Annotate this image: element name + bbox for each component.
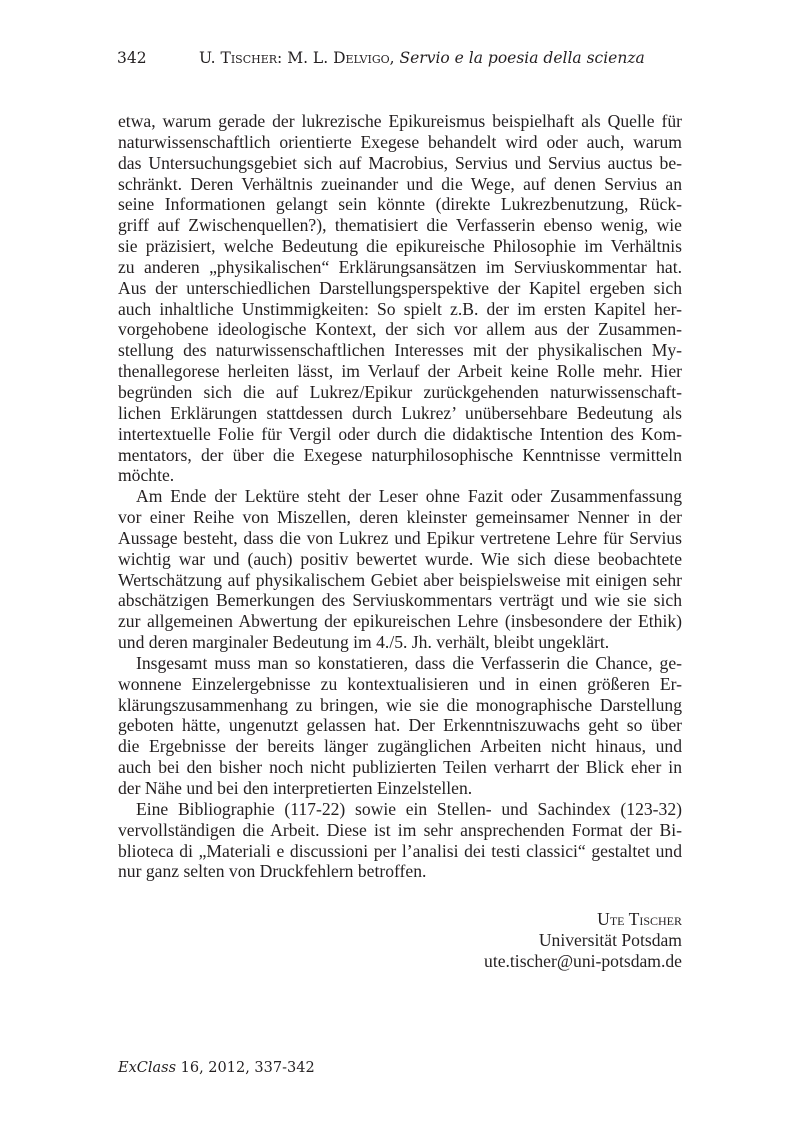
review-body xyxy=(118,111,682,882)
journal-name: ExClass xyxy=(118,1060,177,1076)
text-line: und deren marginaler Bedeutung im 4./5. Jh. verhält, bleibt ungeklärt. xyxy=(118,632,610,653)
paragraph xyxy=(118,799,682,882)
text-line: wichtig war und (auch) positiv bewertet wurde. Wie sich diese beobachtete xyxy=(118,548,682,569)
text-line: lichen Erklärungen stattdessen durch Lukrez’ unübersehbare Bedeutung als xyxy=(118,402,682,423)
text-line: die Ergebnisse der bereits länger zugänglichen Arbeiten nicht hinaus, und xyxy=(118,736,682,757)
review-author: U. Tischer xyxy=(199,49,278,67)
paragraph xyxy=(118,653,682,799)
text-line: mentators, der über die Exegese naturphilosophische Kenntnisse vermitteln xyxy=(118,444,682,465)
page-footer xyxy=(118,1058,315,1078)
running-header xyxy=(117,46,645,70)
page-number: 342 xyxy=(117,49,147,67)
text-line: Eine Bibliographie (117-22) sowie ein Stellen- und Sachindex (123-32) xyxy=(136,798,682,819)
text-line: nur ganz selten von Druckfehlern betroffen. xyxy=(118,861,427,882)
text-line: möchte. xyxy=(118,465,175,486)
text-line: Am Ende der Lektüre steht der Leser ohne Fazit oder Zusammenfassung xyxy=(136,486,682,507)
text-line: Insgesamt muss man so konstatieren, dass die Verfasserin die Chance, ge- xyxy=(136,652,682,673)
journal-citation: 16, 2012, 337-342 xyxy=(176,1060,315,1076)
reviewer-email: ute.tischer@uni-potsdam.de xyxy=(484,951,682,971)
text-line: naturwissenschaftlich orientierte Exegese behandelt wird oder auch, warum xyxy=(118,131,682,152)
text-line: abschätzigen Bemerkungen des Serviuskommentars verträgt und wie sie sich xyxy=(118,590,682,611)
text-line: stellung des naturwissenschaftlichen Interesses mit der physikalischen My- xyxy=(118,340,682,361)
text-line: schränkt. Deren Verhältnis zueinander und die Wege, auf denen Servius an xyxy=(118,173,682,194)
text-line: blioteca di „Materiali e discussioni per l’analisi dei testi classici“ gestaltet und xyxy=(118,840,682,861)
paragraph xyxy=(118,486,682,653)
text-line: Aussage besteht, dass die von Lukrez und Epikur vertretene Lehre für Servius xyxy=(118,527,682,548)
reviewed-book-title: Servio e la poesia della scienza xyxy=(399,49,645,67)
text-line: zur allgemeinen Abwertung der epikureischen Lehre (insbesondere der Ethik) xyxy=(118,611,682,632)
text-line: das Untersuchungsgebiet sich auf Macrobius, Servius und Servius auctus be- xyxy=(118,152,682,173)
text-line: vervollständigen die Arbeit. Diese ist im sehr ansprechenden Format der Bi- xyxy=(118,819,682,840)
signature-block xyxy=(484,909,682,972)
reviewed-author: M. L. Delvigo xyxy=(287,49,390,67)
text-line: auch bei den bisher noch nicht publizierten Teilen verharrt der Blick eher in xyxy=(118,757,682,778)
text-line: wonnene Einzelergebnisse zu kontextualisieren und in einen größeren Er- xyxy=(118,673,682,694)
text-line: zu anderen „physikalischen“ Erklärungsansätzen im Serviuskommentar hat. xyxy=(118,256,682,277)
text-line: begründen sich die auf Lukrez/Epikur zurückgehenden naturwissenschaft- xyxy=(118,381,682,402)
header-comma: , xyxy=(389,49,400,67)
text-line: geboten hätte, ungenutzt gelassen hat. Der Erkenntniszuwachs geht so über xyxy=(118,715,682,736)
text-line: griff auf Zwischenquellen?), thematisiert die Verfasserin ebenso wenig, wie xyxy=(118,215,682,236)
text-line: vor einer Reihe von Miszellen, deren kleinster gemeinsamer Nenner in der xyxy=(118,507,682,528)
text-line: intertextuelle Folie für Vergil oder durch die didaktische Intention des Kom- xyxy=(118,423,682,444)
text-line: thenallegorese herleiten lässt, im Verlauf der Arbeit keine Rolle mehr. Hier xyxy=(118,361,682,382)
text-line: vorgehobene ideologische Kontext, der sich vor allem aus der Zusammen- xyxy=(118,319,682,340)
text-line: seine Informationen gelangt sein könnte (direkte Lukrezbenutzung, Rück- xyxy=(118,194,682,215)
text-line: auch inhaltliche Unstimmigkeiten: So spielt z.B. der im ersten Kapitel her- xyxy=(118,298,682,319)
text-line: klärungszusammenhang zu bringen, wie sie die monographische Darstellung xyxy=(118,694,682,715)
text-line: Wertschätzung auf physikalischem Gebiet aber beispielsweise mit einigen sehr xyxy=(118,569,682,590)
header-separator: : xyxy=(277,49,288,67)
reviewer-name: Ute Tischer xyxy=(597,909,682,929)
text-line: etwa, warum gerade der lukrezische Epikureismus beispielhaft als Quelle für xyxy=(118,111,682,131)
text-line: der Nähe und bei den interpretierten Einzelstellen. xyxy=(118,778,473,798)
running-title xyxy=(199,46,645,70)
paragraph xyxy=(118,111,682,486)
reviewer-affiliation: Universität Potsdam xyxy=(538,930,682,950)
text-line: Aus der unterschiedlichen Darstellungsperspektive der Kapitel ergeben sich xyxy=(118,277,682,298)
text-line: sie präzisiert, welche Bedeutung die epikureische Philosophie im Verhältnis xyxy=(118,236,682,257)
